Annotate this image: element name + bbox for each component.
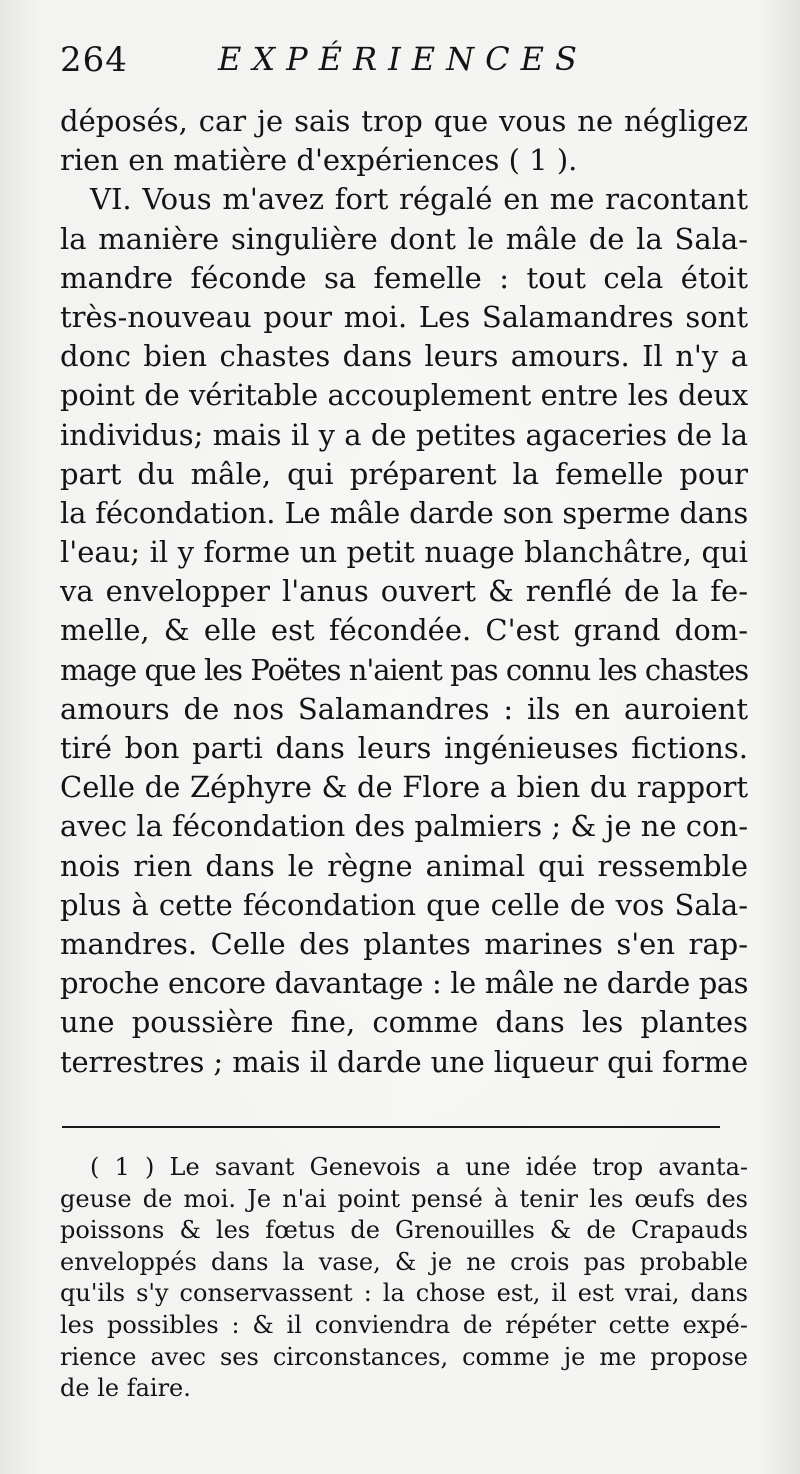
- text-line: amours de nos Salamandres : ils en auroient: [60, 691, 748, 726]
- body-text: [60, 102, 748, 1082]
- footnote-line: geuse de moi. Je n'ai point pensé à tenir les œufs des: [60, 1184, 748, 1213]
- text-line: déposés, car je sais trop que vous ne négligez: [60, 104, 748, 138]
- text-line: nois rien dans le règne animal qui ressemble: [60, 848, 748, 883]
- text-line: très-nouveau pour moi. Les Salamandres sont: [60, 299, 748, 334]
- page-number: 264: [60, 40, 128, 80]
- text-line: individus; mais il y a de petites agaceries de la: [60, 417, 748, 452]
- text-line: mandres. Celle des plantes marines s'en rap-: [60, 926, 748, 961]
- text-line: l'eau; il y forme un petit nuage blanchâtre, qui: [60, 535, 748, 570]
- text-line: donc bien chastes dans leurs amours. Il n'y a: [60, 339, 748, 374]
- footnote-line: ( 1 ) Le savant Genevois a une idée trop avanta-: [90, 1153, 748, 1181]
- footnote-line: de le faire.: [60, 1374, 191, 1403]
- text-line: une poussière fine, comme dans les plantes: [60, 1005, 748, 1040]
- footnote-line: les possibles : & il conviendra de répéter cette expé-: [60, 1310, 748, 1339]
- text-line: melle, & elle est fécondée. C'est grand dom-: [60, 613, 748, 648]
- footnote-line: enveloppés dans la vase, & je ne crois pas probable: [60, 1247, 748, 1276]
- running-head: EXPÉRIENCES: [218, 40, 588, 78]
- text-line: plus à cette fécondation que celle de vos Sala-: [60, 887, 748, 922]
- footnote: [60, 1152, 748, 1405]
- text-line: la fécondation. Le mâle darde son sperme dans: [60, 495, 748, 530]
- text-line: la manière singulière dont le mâle de la Sala-: [60, 221, 748, 256]
- text-line: tiré bon parti dans leurs ingénieuses fictions.: [60, 731, 748, 765]
- text-line: Celle de Zéphyre & de Flore a bien du rapport: [60, 770, 748, 805]
- footnote-line: qu'ils s'y conservassent : la chose est, il est vrai, dans: [60, 1279, 748, 1308]
- text-line: avec la fécondation des palmiers ; & je ne con-: [60, 809, 748, 844]
- text-line: mage que les Poëtes n'aient pas connu les chastes: [60, 652, 748, 687]
- text-line: va envelopper l'anus ouvert & renflé de la fe-: [60, 574, 748, 609]
- footnote-line: rience avec ses circonstances, comme je me propose: [60, 1342, 748, 1371]
- footnote-line: poissons & les fœtus de Grenouilles & de Crapauds: [60, 1216, 748, 1245]
- text-line: terrestres ; mais il darde une liqueur qui forme: [60, 1044, 748, 1079]
- footnote-rule: [62, 1126, 720, 1128]
- text-line: rien en matière d'expériences ( 1 ).: [60, 143, 578, 178]
- text-line: VI. Vous m'avez fort régalé en me racontant: [90, 182, 748, 217]
- text-line: mandre féconde sa femelle : tout cela étoit: [60, 260, 748, 295]
- text-line: part du mâle, qui préparent la femelle pour: [60, 456, 748, 491]
- text-line: proche encore davantage : le mâle ne darde pas: [60, 966, 748, 1001]
- text-line: point de véritable accouplement entre les deux: [60, 378, 748, 413]
